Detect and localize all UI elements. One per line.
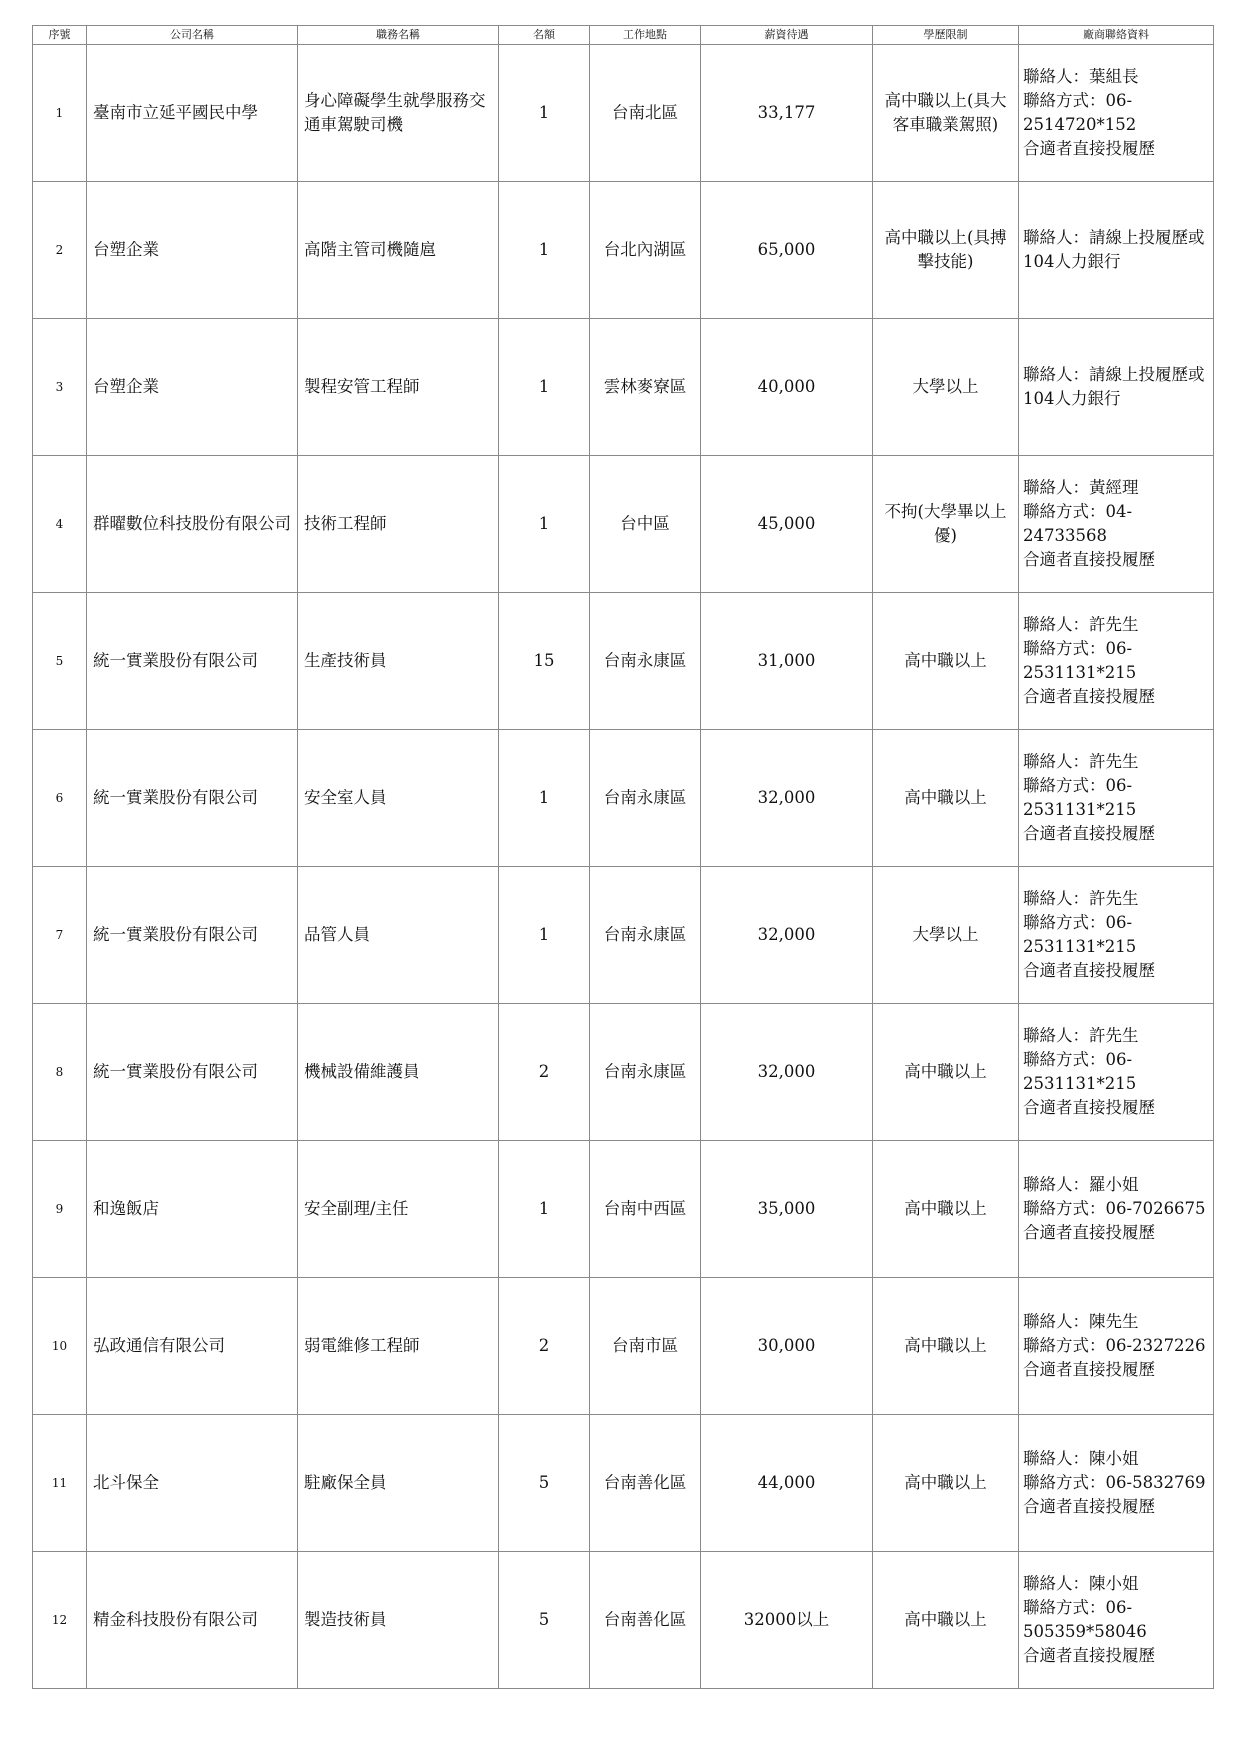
cell-contact: 聯絡人：黃經理 聯絡方式：04-24733568 合適者直接投履歷 (1019, 456, 1214, 593)
table-row (33, 456, 1214, 593)
cell-education: 高中職以上 (873, 1141, 1019, 1278)
cell-company: 和逸飯店 (87, 1141, 298, 1278)
cell-salary: 30,000 (701, 1278, 873, 1415)
cell-contact: 聯絡人：請線上投履歷或104人力銀行 (1019, 182, 1214, 319)
header-education: 學歷限制 (873, 26, 1019, 45)
cell-contact: 聯絡人：陳小姐 聯絡方式：06-505359*58046 合適者直接投履歷 (1019, 1552, 1214, 1689)
cell-education: 大學以上 (873, 319, 1019, 456)
job-listing-table (32, 25, 1214, 1689)
cell-company: 精金科技股份有限公司 (87, 1552, 298, 1689)
cell-salary: 32,000 (701, 730, 873, 867)
cell-seq: 3 (33, 319, 87, 456)
cell-company: 台塑企業 (87, 319, 298, 456)
cell-company: 群曜數位科技股份有限公司 (87, 456, 298, 593)
cell-seq: 8 (33, 1004, 87, 1141)
table-row (33, 1415, 1214, 1552)
cell-contact: 聯絡人：羅小姐 聯絡方式：06-7026675 合適者直接投履歷 (1019, 1141, 1214, 1278)
cell-salary: 32000以上 (701, 1552, 873, 1689)
header-seq: 序號 (33, 26, 87, 45)
cell-openings: 2 (499, 1278, 590, 1415)
cell-company: 統一實業股份有限公司 (87, 730, 298, 867)
table-row (33, 1004, 1214, 1141)
cell-education: 高中職以上(具大客車職業駕照) (873, 45, 1019, 182)
cell-seq: 4 (33, 456, 87, 593)
cell-company: 北斗保全 (87, 1415, 298, 1552)
table-row (33, 319, 1214, 456)
cell-position: 安全室人員 (298, 730, 499, 867)
table-row (33, 730, 1214, 867)
cell-contact: 聯絡人：請線上投履歷或104人力銀行 (1019, 319, 1214, 456)
cell-openings: 1 (499, 182, 590, 319)
cell-openings: 1 (499, 45, 590, 182)
cell-seq: 6 (33, 730, 87, 867)
cell-seq: 1 (33, 45, 87, 182)
cell-position: 駐廠保全員 (298, 1415, 499, 1552)
cell-company: 台塑企業 (87, 182, 298, 319)
cell-education: 高中職以上 (873, 1415, 1019, 1552)
cell-salary: 40,000 (701, 319, 873, 456)
cell-openings: 1 (499, 319, 590, 456)
cell-contact: 聯絡人：許先生 聯絡方式：06-2531131*215 合適者直接投履歷 (1019, 730, 1214, 867)
cell-openings: 1 (499, 1141, 590, 1278)
table-row (33, 182, 1214, 319)
cell-seq: 2 (33, 182, 87, 319)
cell-contact: 聯絡人：許先生 聯絡方式：06-2531131*215 合適者直接投履歷 (1019, 867, 1214, 1004)
cell-location: 台南永康區 (590, 593, 701, 730)
table-row (33, 867, 1214, 1004)
cell-education: 大學以上 (873, 867, 1019, 1004)
cell-seq: 9 (33, 1141, 87, 1278)
cell-contact: 聯絡人：陳小姐 聯絡方式：06-5832769 合適者直接投履歷 (1019, 1415, 1214, 1552)
cell-salary: 32,000 (701, 1004, 873, 1141)
cell-location: 台南中西區 (590, 1141, 701, 1278)
cell-education: 高中職以上 (873, 730, 1019, 867)
cell-openings: 1 (499, 730, 590, 867)
table-row (33, 1278, 1214, 1415)
cell-contact: 聯絡人：許先生 聯絡方式：06-2531131*215 合適者直接投履歷 (1019, 593, 1214, 730)
cell-seq: 10 (33, 1278, 87, 1415)
cell-location: 台南永康區 (590, 867, 701, 1004)
cell-location: 台南永康區 (590, 1004, 701, 1141)
cell-position: 高階主管司機隨扈 (298, 182, 499, 319)
cell-position: 生產技術員 (298, 593, 499, 730)
header-salary: 薪資待遇 (701, 26, 873, 45)
cell-openings: 2 (499, 1004, 590, 1141)
cell-salary: 33,177 (701, 45, 873, 182)
cell-contact: 聯絡人：許先生 聯絡方式：06-2531131*215 合適者直接投履歷 (1019, 1004, 1214, 1141)
cell-location: 台南永康區 (590, 730, 701, 867)
cell-position: 弱電維修工程師 (298, 1278, 499, 1415)
cell-salary: 65,000 (701, 182, 873, 319)
cell-seq: 5 (33, 593, 87, 730)
table-row (33, 1552, 1214, 1689)
header-contact: 廠商聯絡資料 (1019, 26, 1214, 45)
header-openings: 名額 (499, 26, 590, 45)
cell-company: 臺南市立延平國民中學 (87, 45, 298, 182)
cell-contact: 聯絡人：陳先生 聯絡方式：06-2327226 合適者直接投履歷 (1019, 1278, 1214, 1415)
cell-education: 高中職以上 (873, 1278, 1019, 1415)
cell-position: 技術工程師 (298, 456, 499, 593)
header-position: 職務名稱 (298, 26, 499, 45)
cell-location: 台南善化區 (590, 1415, 701, 1552)
table-row (33, 1141, 1214, 1278)
cell-position: 製程安管工程師 (298, 319, 499, 456)
cell-position: 品管人員 (298, 867, 499, 1004)
header-location: 工作地點 (590, 26, 701, 45)
cell-education: 高中職以上 (873, 1004, 1019, 1141)
cell-education: 不拘(大學畢以上優) (873, 456, 1019, 593)
cell-salary: 45,000 (701, 456, 873, 593)
cell-seq: 12 (33, 1552, 87, 1689)
cell-openings: 5 (499, 1552, 590, 1689)
cell-education: 高中職以上 (873, 593, 1019, 730)
cell-position: 安全副理/主任 (298, 1141, 499, 1278)
header-company: 公司名稱 (87, 26, 298, 45)
cell-seq: 7 (33, 867, 87, 1004)
cell-position: 製造技術員 (298, 1552, 499, 1689)
table-row (33, 593, 1214, 730)
table-header-row (33, 26, 1214, 45)
cell-company: 統一實業股份有限公司 (87, 1004, 298, 1141)
cell-company: 弘政通信有限公司 (87, 1278, 298, 1415)
cell-education: 高中職以上(具搏擊技能) (873, 182, 1019, 319)
cell-openings: 1 (499, 456, 590, 593)
cell-location: 台北內湖區 (590, 182, 701, 319)
cell-salary: 35,000 (701, 1141, 873, 1278)
cell-openings: 15 (499, 593, 590, 730)
cell-location: 台南善化區 (590, 1552, 701, 1689)
cell-seq: 11 (33, 1415, 87, 1552)
cell-salary: 31,000 (701, 593, 873, 730)
cell-location: 台南北區 (590, 45, 701, 182)
cell-salary: 44,000 (701, 1415, 873, 1552)
cell-position: 機械設備維護員 (298, 1004, 499, 1141)
cell-education: 高中職以上 (873, 1552, 1019, 1689)
cell-contact: 聯絡人：葉組長 聯絡方式：06-2514720*152 合適者直接投履歷 (1019, 45, 1214, 182)
cell-location: 台南市區 (590, 1278, 701, 1415)
cell-location: 雲林麥寮區 (590, 319, 701, 456)
cell-company: 統一實業股份有限公司 (87, 867, 298, 1004)
cell-openings: 1 (499, 867, 590, 1004)
cell-company: 統一實業股份有限公司 (87, 593, 298, 730)
cell-location: 台中區 (590, 456, 701, 593)
cell-salary: 32,000 (701, 867, 873, 1004)
table-row (33, 45, 1214, 182)
cell-position: 身心障礙學生就學服務交通車駕駛司機 (298, 45, 499, 182)
cell-openings: 5 (499, 1415, 590, 1552)
